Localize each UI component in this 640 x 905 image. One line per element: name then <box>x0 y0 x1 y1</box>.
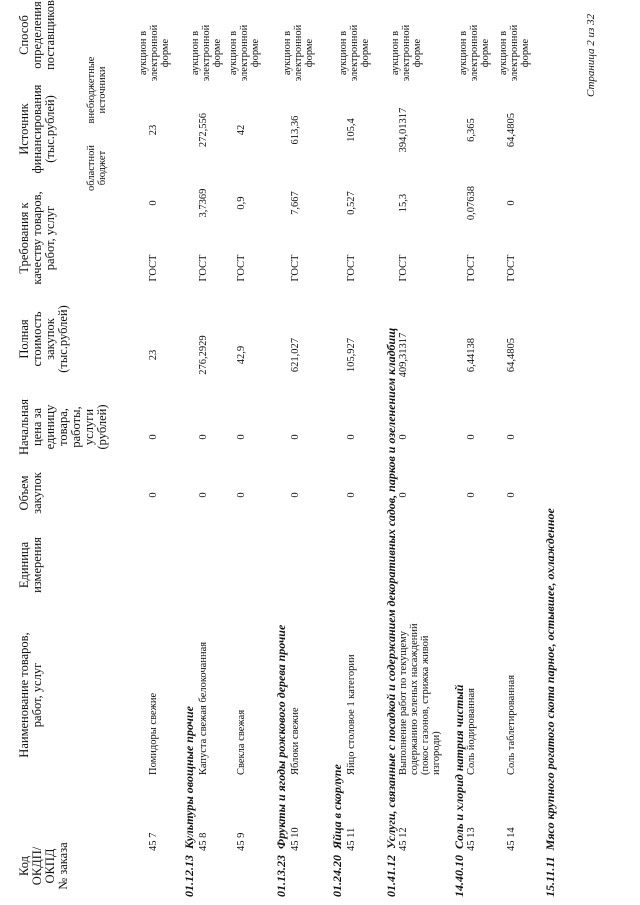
row-price: 0 <box>506 434 517 440</box>
header-unit: Единица измерения <box>17 537 44 593</box>
row-method: аукцион в электронной форме <box>138 24 171 82</box>
row-price: 0 <box>466 434 477 440</box>
row-name: Капуста свежая белокочанная <box>198 641 209 775</box>
row-method: аукцион в электронной форме <box>190 24 223 82</box>
header-funding-extra: внебюджетные источники <box>86 56 108 124</box>
row-quality: ГОСТ <box>198 254 209 282</box>
row-funding-regional: 0 <box>148 200 159 206</box>
row-name: Свекла свежая <box>236 709 247 775</box>
row-volume: 0 <box>466 492 477 498</box>
header-method: Способ определения поставщиков <box>17 0 57 70</box>
row-code: 45 12 <box>398 827 409 851</box>
row-funding-extra: 6,365 <box>466 118 477 142</box>
row-total: 409,31317 <box>398 332 409 378</box>
section-heading <box>274 625 289 897</box>
section-title: Яйца в скорлупе <box>330 764 344 849</box>
section-code: 01.12.13 <box>182 855 196 897</box>
section-code: 01.41.12 <box>384 855 398 897</box>
header-volume: Объем закупок <box>17 472 44 514</box>
row-volume: 0 <box>198 492 209 498</box>
header-quality: Требования к качеству товаров, работ, услуг <box>17 191 57 285</box>
row-name: Помидоры свежие <box>148 692 159 775</box>
row-funding-regional: 0 <box>506 200 517 206</box>
row-name: Яйцо столовое 1 категории <box>346 654 357 775</box>
row-code: 45 11 <box>346 827 357 851</box>
row-total: 105,927 <box>346 337 357 373</box>
row-quality: ГОСТ <box>506 254 517 282</box>
row-price: 0 <box>346 434 357 440</box>
row-price: 0 <box>198 434 209 440</box>
row-method: аукцион в электронной форме <box>282 24 315 82</box>
row-funding-extra: 105,4 <box>346 118 357 142</box>
header-name: Наименование товаров, работ, услуг <box>17 632 44 758</box>
row-volume: 0 <box>148 492 159 498</box>
row-volume: 0 <box>398 492 409 498</box>
section-code: 01.13.23 <box>274 855 288 897</box>
row-total: 621,027 <box>290 337 301 373</box>
row-code: 45 8 <box>198 832 209 851</box>
row-code: 45 14 <box>506 827 517 851</box>
section-code: 15.11.11 <box>543 856 557 897</box>
section-title: Культуры овощные прочие <box>182 706 196 849</box>
section-title: Фрукты и ягоды рожкового дерева прочие <box>274 624 288 849</box>
row-total: 276,2929 <box>198 335 209 375</box>
row-funding-extra: 64,4805 <box>506 112 517 148</box>
row-name: Выполнение работ по текущему содержанию зеленых насаждений (покос газонов, стрижка живой изгороди) <box>398 623 442 775</box>
section-title: Мясо крупного рогатого скота парное, остывшее, охлажденное <box>543 508 557 851</box>
section-code: 14.40.10 <box>452 855 466 897</box>
header-code: Код ОКДП/ ОКПД № заказа <box>17 842 70 890</box>
section-heading <box>182 706 197 897</box>
row-code: 45 9 <box>236 832 247 851</box>
row-funding-extra: 23 <box>148 124 159 136</box>
row-price: 0 <box>398 434 409 440</box>
row-total: 6,44138 <box>466 337 477 373</box>
header-price: Начальная цена за единицу товара, работы, услуги (рублей) <box>17 399 109 455</box>
header-funding: Источник финансирования (тыс.рублей) <box>17 84 57 174</box>
row-method: аукцион в электронной форме <box>458 24 491 82</box>
section-heading <box>452 685 467 897</box>
row-funding-extra: 42 <box>236 124 247 136</box>
section-code: 01.24.20 <box>330 855 344 897</box>
row-funding-regional: 0,9 <box>236 196 247 210</box>
row-method: аукцион в электронной форме <box>338 24 371 82</box>
row-total: 64,4805 <box>506 337 517 373</box>
page-number: Страница 2 из 32 <box>585 13 597 97</box>
row-volume: 0 <box>506 492 517 498</box>
row-volume: 0 <box>290 492 301 498</box>
row-funding-regional: 3,7369 <box>198 188 209 218</box>
row-name: Яблоки свежие <box>290 707 301 775</box>
row-code: 45 10 <box>290 827 301 851</box>
row-quality: ГОСТ <box>236 254 247 282</box>
row-quality: ГОСТ <box>290 254 301 282</box>
section-title: Соль и хлорид натрия чистый <box>452 684 466 849</box>
section-title: Услуги, связанные с посадкой и содержанием декоративных садов, парков и озеленением кладбищ <box>384 327 398 849</box>
section-heading <box>543 508 558 897</box>
row-volume: 0 <box>236 492 247 498</box>
row-volume: 0 <box>346 492 357 498</box>
row-name: Соль таблетированная <box>506 674 517 775</box>
section-heading <box>330 764 345 897</box>
row-price: 0 <box>148 434 159 440</box>
section-heading <box>384 328 399 897</box>
row-code: 45 13 <box>466 827 477 851</box>
row-name: Соль йодированная <box>466 687 477 775</box>
row-quality: ГОСТ <box>398 254 409 282</box>
header-funding-regional: областной бюджет <box>86 145 108 191</box>
row-funding-regional: 0,527 <box>346 191 357 215</box>
row-funding-regional: 15,3 <box>398 193 409 213</box>
row-funding-extra: 272,556 <box>198 112 209 148</box>
row-funding-regional: 7,667 <box>290 191 301 215</box>
row-method: аукцион в электронной форме <box>390 24 423 82</box>
row-price: 0 <box>290 434 301 440</box>
row-total: 23 <box>148 349 159 361</box>
row-quality: ГОСТ <box>466 254 477 282</box>
row-funding-extra: 613,36 <box>290 115 301 145</box>
row-method: аукцион в электронной форме <box>228 24 261 82</box>
row-price: 0 <box>236 434 247 440</box>
row-method: аукцион в электронной форме <box>498 24 531 82</box>
row-funding-extra: 394,01317 <box>398 107 409 153</box>
row-total: 42,9 <box>236 345 247 365</box>
header-total: Полная стоимость закупок (тыс.рублей) <box>17 305 70 373</box>
row-quality: ГОСТ <box>346 254 357 282</box>
row-quality: ГОСТ <box>148 254 159 282</box>
row-code: 45 7 <box>148 832 159 851</box>
row-funding-regional: 0,07638 <box>466 185 477 221</box>
